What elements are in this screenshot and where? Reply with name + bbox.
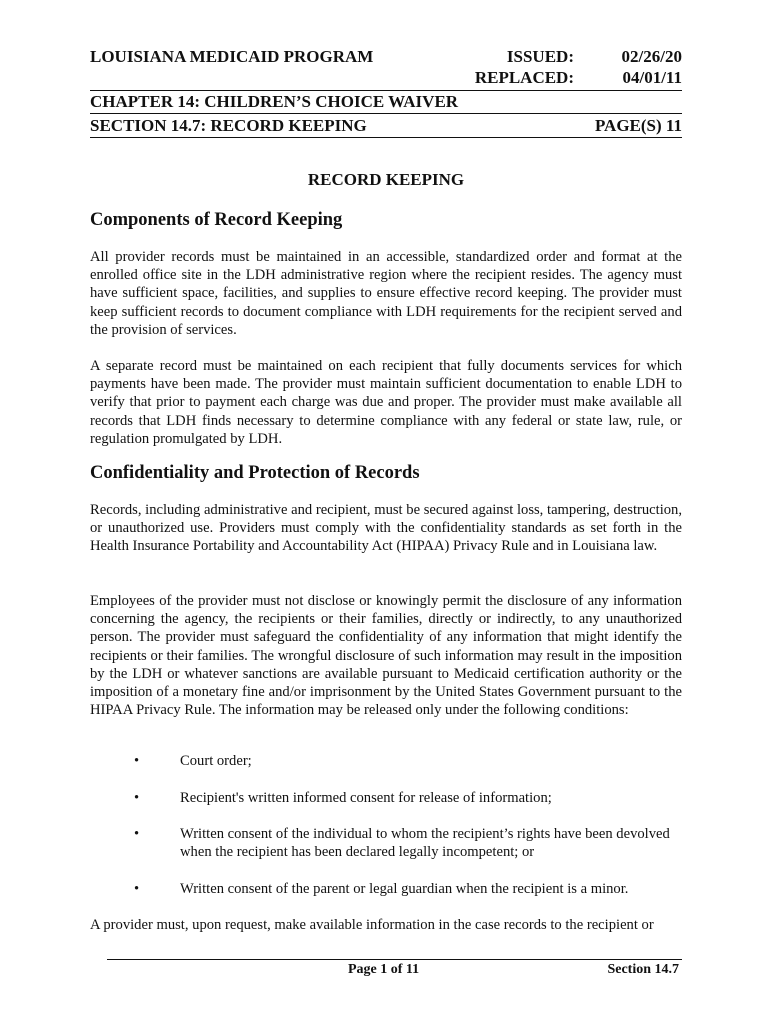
bullet-icon: • — [134, 753, 140, 769]
paragraph: A provider must, upon request, make available information in the case records to the recipient or — [90, 917, 654, 933]
list-item-text: Written consent of the parent or legal guardian when the recipient is a minor. — [180, 881, 629, 897]
paragraph: A separate record must be maintained on each recipient that fully documents services for which payments have been made. The provider must maintain sufficient documentation to enable LDH to verify that prior to payment each charge was due and proper. The provider must make available all records that LDH finds necessary to determine compliance with any federal or state law, rule, or regulation promulgated by LDH. — [90, 358, 682, 447]
bullet-icon: • — [134, 826, 140, 842]
header-rule-1 — [90, 90, 682, 91]
list-item-text: Court order; — [180, 753, 252, 769]
paragraph: Records, including administrative and recipient, must be secured against loss, tampering, destruction, or unauthorized use. Providers must comply with the confidentiality standards as set forth in the Health Insurance Portability and Accountability Act (HIPAA) Privacy Rule and in Louisiana law. — [90, 502, 682, 555]
list-item — [90, 752, 682, 770]
issued-label: ISSUED: — [506, 47, 574, 66]
header-row-2 — [90, 68, 682, 88]
section-heading: Components of Record Keeping — [90, 210, 343, 230]
replaced-date: 04/01/11 — [622, 68, 682, 87]
header-row-3 — [90, 92, 682, 112]
header-row-1 — [90, 47, 682, 67]
list-item-text: Recipient's written informed consent for release of information; — [180, 790, 552, 806]
header-row-4 — [90, 116, 682, 136]
document-title: RECORD KEEPING — [307, 170, 465, 189]
footer-page-number: Page 1 of 11 — [348, 962, 420, 977]
bullet-icon: • — [134, 790, 140, 806]
list-item — [90, 789, 682, 807]
header-rule-2 — [90, 113, 682, 114]
program-name: LOUISIANA MEDICAID PROGRAM — [90, 47, 374, 66]
footer-section: Section 14.7 — [607, 962, 679, 977]
list-item-text: Written consent of the individual to whom the recipient’s rights have been devolved when the recipient has been declared legally incompetent; or — [180, 826, 670, 861]
chapter-title: CHAPTER 14: CHILDREN’S CHOICE WAIVER — [90, 92, 459, 111]
section-heading: Confidentiality and Protection of Records — [90, 463, 420, 483]
section-title: SECTION 14.7: RECORD KEEPING — [90, 116, 367, 135]
issued-date: 02/26/20 — [621, 47, 682, 66]
list-item — [90, 825, 682, 861]
paragraph: Employees of the provider must not disclose or knowingly permit the disclosure of any information concerning the agency, the recipients or their families, directly or indirectly, to any unauthorized person. The provider must safeguard the confidentiality of any information that might identify the recipients or their families. The wrongful disclosure of such information may result in the imposition by the LDH or whatever sanctions are available pursuant to Medicaid certification authority or the imposition of a monetary fine and/or imprisonment by the United States Government pursuant to the HIPAA Privacy Rule. The information may be released only under the following conditions: — [90, 593, 682, 719]
paragraph: All provider records must be maintained in an accessible, standardized order and format at the enrolled office site in the LDH administrative region where the recipient resides. The agency must have sufficient space, facilities, and supplies to ensure effective record keeping. The provider must keep sufficient records to document compliance with LDH requirements for the recipient served and the provision of services. — [90, 249, 682, 338]
list-item — [90, 880, 682, 898]
footer-rule — [107, 959, 682, 960]
page-count: PAGE(S) 11 — [594, 116, 682, 135]
replaced-label: REPLACED: — [474, 68, 574, 87]
header-rule-3 — [90, 137, 682, 138]
bullet-icon: • — [134, 881, 140, 897]
